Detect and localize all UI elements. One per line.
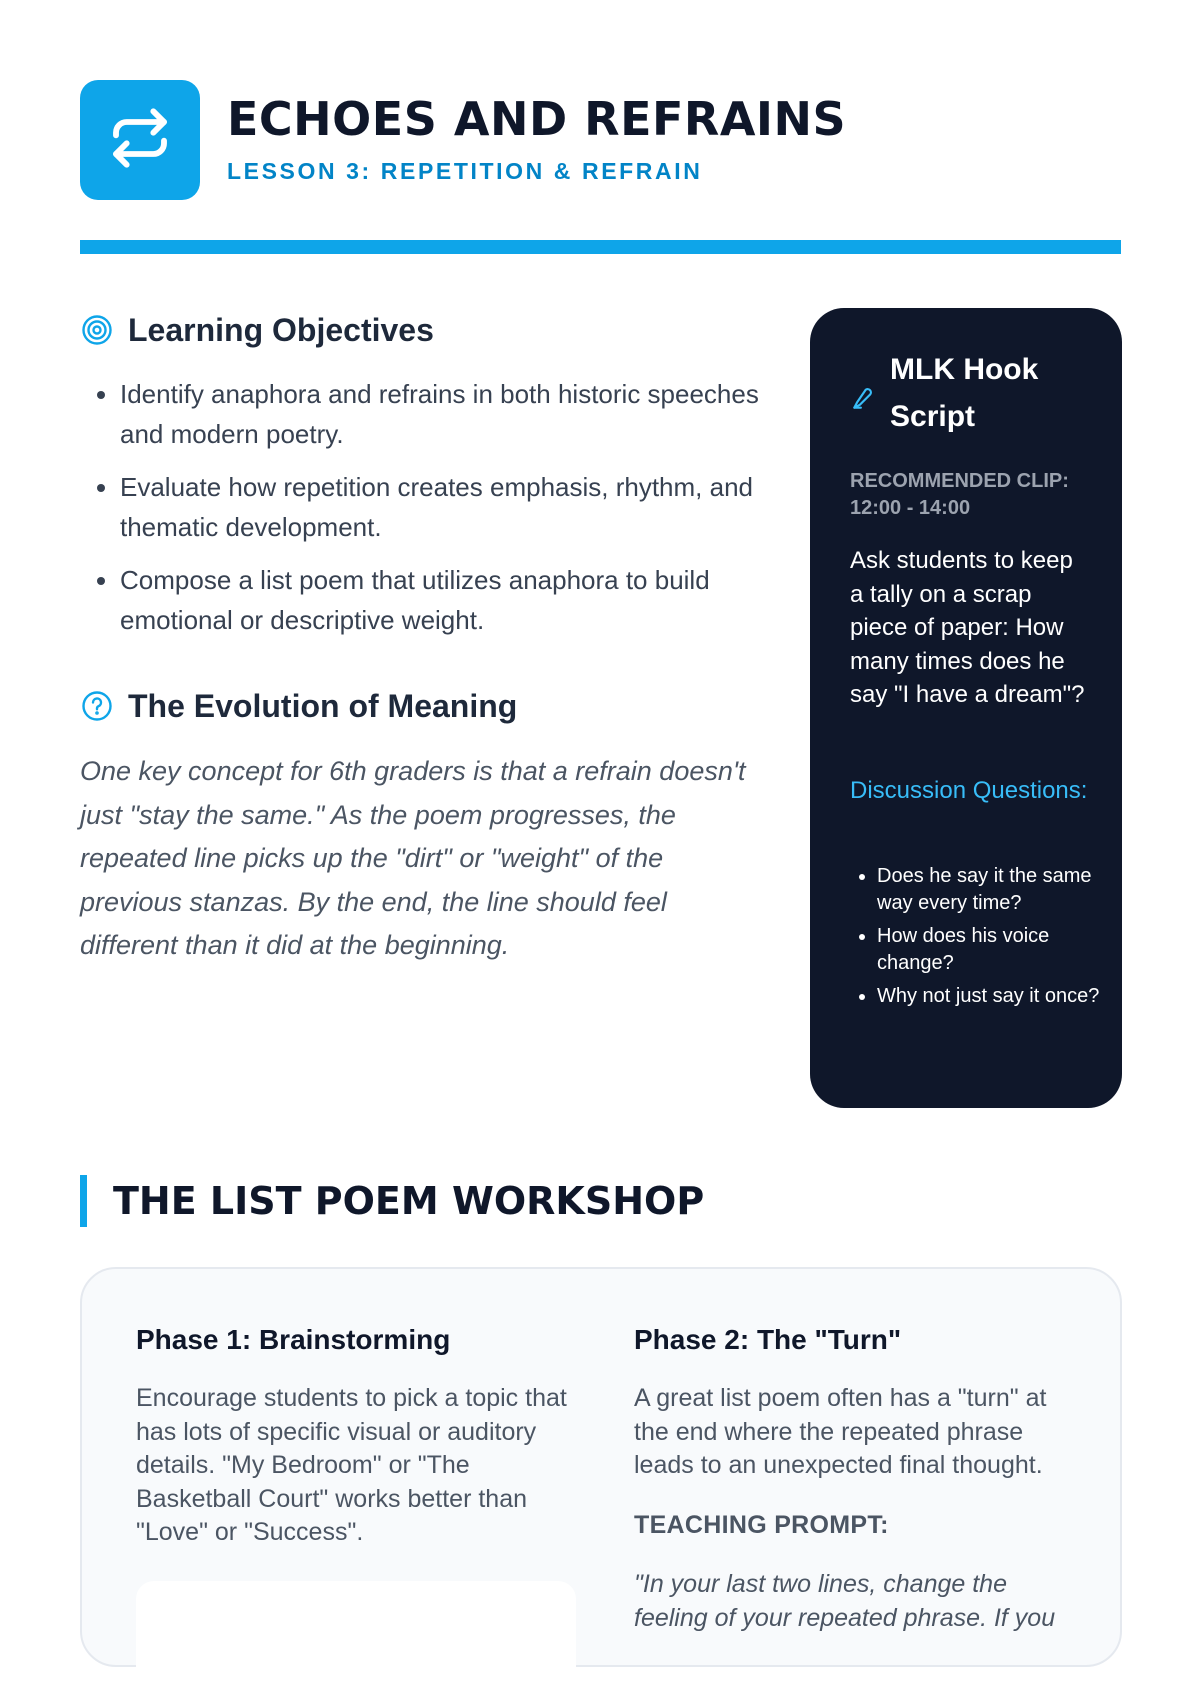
pen-icon: [850, 386, 878, 414]
phase-1: [136, 1324, 576, 1550]
example-box: [136, 1581, 576, 1701]
hook-prompt: Ask students to keep a tally on a scrap piece of paper: How many times does he say "I have a dream"?: [850, 547, 1085, 708]
phase-2-text: A great list poem often has a "turn" at the end where the repeated phrase leads to an unexpected final thought.: [634, 1384, 1047, 1479]
phase-2-title: Phase 2: The "Turn": [634, 1324, 902, 1355]
phase-1-title: Phase 1: Brainstorming: [136, 1324, 451, 1355]
card-title: MLK Hook Script: [890, 353, 1039, 433]
lesson-logo: [80, 80, 200, 200]
page-title: ECHOES AND REFRAINS: [227, 92, 847, 146]
objectives-heading: [80, 306, 770, 354]
objectives-list: [80, 374, 770, 640]
question-circle-icon: [80, 689, 114, 723]
discussion-list: [850, 863, 1117, 1016]
workshop-heading: [80, 1175, 704, 1227]
lesson-header: [80, 80, 1120, 200]
phase-2: [634, 1324, 1074, 1635]
heading-accent-bar: [80, 1175, 87, 1227]
list-item: • How does his voice change?: [877, 923, 1117, 977]
evolution-text: One key concept for 6th graders is that a refrain doesn't just "stay the same." As the poem progresses, the repeated line picks up the "dirt" or "weight" of the previous stanzas. By the end, the line should feel different than it did at the beginning.: [80, 756, 746, 960]
repeat-icon: [108, 106, 172, 175]
list-item: • Does he say it the same way every time?: [877, 863, 1117, 917]
workshop-title: THE LIST POEM WORKSHOP: [113, 1179, 705, 1223]
teaching-prompt-text: "In your last two lines, change the feeling of your repeated phrase. If you: [634, 1570, 1056, 1632]
list-item: • Compose a list poem that utilizes anaphora to build emotional or descriptive weight.: [120, 560, 770, 640]
workshop-panel: [80, 1267, 1122, 1667]
teaching-prompt-label: TEACHING PROMPT:: [634, 1510, 889, 1539]
recommended-clip: RECOMMENDED CLIP: 12:00 - 14:00: [850, 470, 1069, 519]
header-divider: [80, 240, 1121, 254]
list-item: • Why not just say it once?: [877, 983, 1117, 1010]
evolution-title: The Evolution of Meaning: [128, 687, 518, 724]
list-item: • Evaluate how repetition creates emphasis, rhythm, and thematic development.: [120, 467, 770, 547]
page-subtitle: LESSON 3: REPETITION & REFRAIN: [227, 158, 703, 184]
mlk-hook-card: [810, 308, 1122, 1108]
list-item: • Identify anaphora and refrains in both historic speeches and modern poetry.: [120, 374, 770, 454]
target-icon: [80, 313, 114, 347]
phase-1-text: Encourage students to pick a topic that has lots of specific visual or auditory details. "My Bedroom" or "The Basketball Court" works better than "Love" or "Success".: [136, 1384, 567, 1546]
discussion-heading: Discussion Questions:: [850, 777, 1088, 804]
objectives-title: Learning Objectives: [128, 311, 434, 348]
evolution-heading: [80, 682, 770, 730]
main-column: [80, 306, 770, 968]
